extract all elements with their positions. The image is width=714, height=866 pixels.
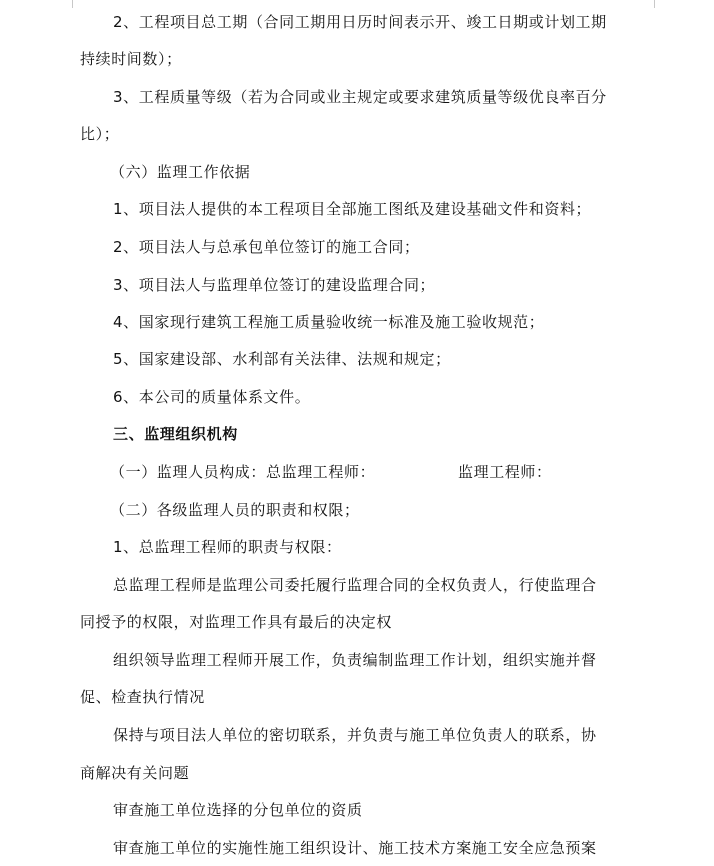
body-line: 促、检查执行情况 bbox=[80, 688, 205, 706]
body-line: 2、工程项目总工期（合同工期用日历时间表示开、竣工日期或计划工期 bbox=[113, 13, 607, 31]
body-line: 保持与项目法人单位的密切联系，并负责与施工单位负责人的联系，协 bbox=[113, 726, 597, 744]
page-corner-mark-right bbox=[654, 0, 665, 8]
body-line: 1、总监理工程师的职责与权限： bbox=[113, 538, 342, 556]
body-line: 5、国家建设部、水利部有关法律、法规和规定； bbox=[113, 350, 451, 368]
body-line: 审查施工单位选择的分包单位的资质 bbox=[113, 801, 363, 819]
section-subheading: （二）各级监理人员的职责和权限； bbox=[110, 501, 360, 519]
body-line: 2、项目法人与总承包单位签订的施工合同； bbox=[113, 238, 420, 256]
body-line: 4、国家现行建筑工程施工质量验收统一标准及施工验收规范； bbox=[113, 313, 545, 331]
body-line: 同授予的权限，对监理工作具有最后的决定权 bbox=[80, 613, 393, 631]
body-line: 3、项目法人与监理单位签订的建设监理合同； bbox=[113, 276, 436, 294]
body-line: 监理工程师： bbox=[458, 463, 552, 481]
body-line: 持续时间数）； bbox=[80, 50, 182, 68]
body-line: 3、工程质量等级（若为合同或业主规定或要求建筑质量等级优良率百分 bbox=[113, 88, 607, 106]
section-heading: 三、监理组织机构 bbox=[113, 425, 238, 443]
body-line: 审查施工单位的实施性施工组织设计、施工技术方案施工安全应急预案 bbox=[113, 839, 597, 857]
page-corner-mark-left bbox=[62, 0, 73, 8]
section-subheading: （六）监理工作依据 bbox=[110, 163, 251, 181]
body-line: 1、项目法人提供的本工程项目全部施工图纸及建设基础文件和资料； bbox=[113, 200, 592, 218]
body-line: （一）监理人员构成：总监理工程师： bbox=[110, 463, 376, 481]
body-line: 组织领导监理工程师开展工作，负责编制监理工作计划，组织实施并督 bbox=[113, 651, 597, 669]
body-line: 比）； bbox=[80, 125, 120, 143]
body-line: 商解决有关问题 bbox=[80, 764, 190, 782]
body-line: 总监理工程师是监理公司委托履行监理合同的全权负责人，行使监理合 bbox=[113, 576, 597, 594]
body-line: 6、本公司的质量体系文件。 bbox=[113, 388, 311, 406]
